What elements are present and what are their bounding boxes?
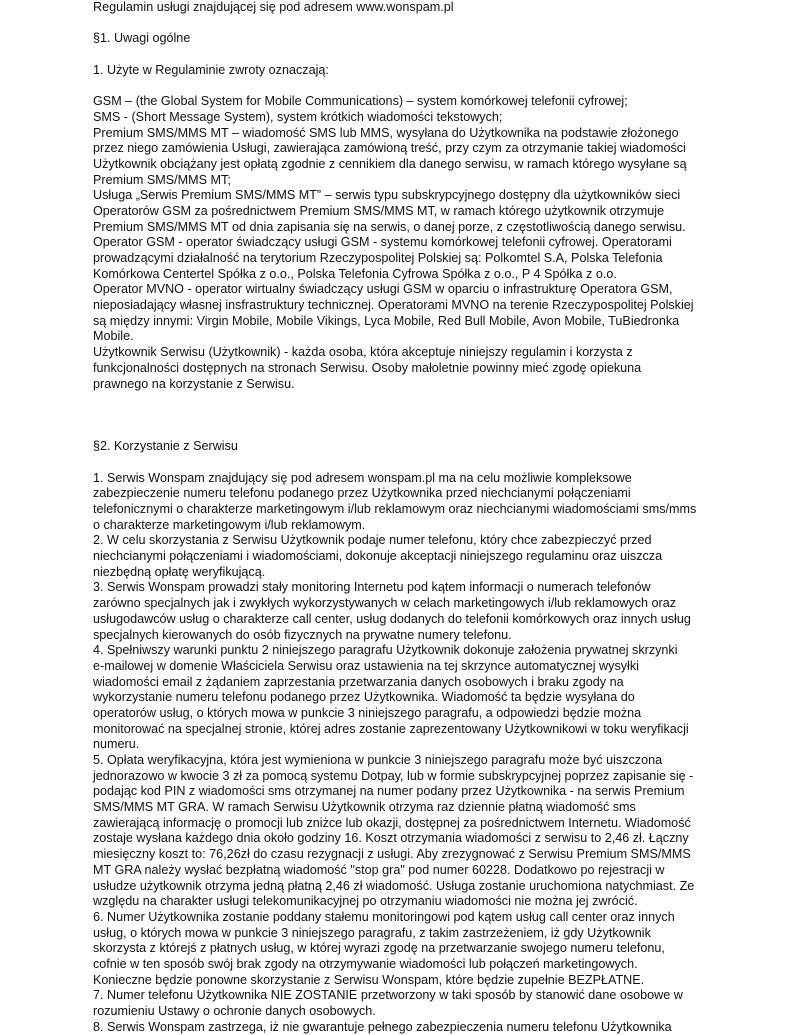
section-1-intro: 1. Użyte w Regulaminie zwroty oznaczają:: [93, 62, 329, 77]
section-2-line: 7. Numer telefonu Użytkownika NIE ZOSTANIE przetworzony w taki sposób by stanowić dane osobowe w: [93, 988, 683, 1003]
section-2-line: podając kod PIN z wiadomości sms otrzymanej na numer podany przez Użytkownika - na serwis Premium: [93, 784, 685, 799]
section-2-line: zabezpieczenie numeru telefonu podanego przez Użytkownika przed niechcianymi połączeniami: [93, 486, 631, 501]
spacer: [93, 47, 705, 63]
section-2-line: 1. Serwis Wonspam znajdujący się pod adresem wonspam.pl ma na celu możliwie kompleksowe: [93, 470, 632, 485]
spacer: [93, 78, 705, 94]
section-2-line: telefonicznymi o charakterze marketingowym i/lub reklamowym oraz niechcianymi wiadomościami sms/mms: [93, 502, 697, 517]
section-1-line: Komórkowa Centertel Spółka z o.o., Polska Telefonia Cyfrowa Spółka z o.o., P 4 Spółka z o.o.: [93, 266, 617, 281]
section-2-line: miesięczny koszt to: 76,26zł do czasu rezygnacji z usługi. Aby zrezygnować z Serwisu Premium SMS/MMS: [93, 847, 691, 862]
section-1-line: Użytkownik Serwisu (Użytkownik) - każda osoba, która akceptuje niniejszy regulamin i korzysta z: [93, 345, 633, 360]
section-2-line: Konieczne będzie ponowne skorzystanie z Serwisu Wonspam, które będzie zupełnie BEZPŁATNE.: [93, 972, 645, 987]
document: [93, 0, 705, 1035]
section-1-line: Operator MVNO - operator wirtualny świadczący usługi GSM w oparciu o infrastrukturę Operatora GSM,: [93, 282, 673, 297]
section-1-line: prawnego na korzystanie z Serwisu.: [93, 376, 295, 391]
section-2-line: niezbędną opłatę weryfikującą.: [93, 564, 266, 579]
section-2-line: 5. Opłata weryfikacyjna, która jest wymieniona w punkcie 3 niniejszego paragrafu może być uiszczona: [93, 753, 663, 768]
section-1-line: przez niego zamówienia Usługi, zawierająca zamówioną treść, przy czym za otrzymanie takiej wiadomości: [93, 141, 686, 156]
spacer: [93, 424, 705, 440]
section-2-line: 4. Spełniwszy warunki punktu 2 niniejszego paragrafu Użytkownik dokonuje założenia prywatnej skrzynki: [93, 643, 678, 658]
section-2-line: niechcianymi połączeniami i wiadomościami, dokonuje akceptacji niniejszego regulaminu oraz uiszcza: [93, 549, 663, 564]
section-2-line: specjalnych kierowanych do osób fizycznych na prywatne numery telefonu.: [93, 627, 512, 642]
section-2-line: cofnie w ten sposób swój brak zgody na otrzymywanie wiadomości lub połączeń marketingowych.: [93, 956, 638, 971]
section-1-line: Usługa „Serwis Premium SMS/MMS MT” – serwis typu subskrypcyjnego dostępny dla użytkowników sieci: [93, 188, 681, 203]
section-1-line: Mobile.: [93, 329, 134, 344]
section-2-line: rozumieniu Ustawy o ochronie danych osobowych.: [93, 1004, 376, 1019]
spacer: [93, 16, 705, 32]
section-2-line: e-mailowej w domenie Właściciela Serwisu oraz ustawienia na tej skrzynce automatycznej wysyłki: [93, 658, 639, 673]
section-2-line: MT GRA należy wysłać bezpłatną wiadomość "stop gra" pod numer 60228. Dodatkowo po rejestracji w: [93, 862, 665, 877]
section-1-definitions: [93, 94, 705, 392]
section-2-body: [93, 471, 705, 1035]
section-2-line: zostaje wysłana każdego dnia około godziny 16. Koszt otrzymania wiadomości z serwisu to 2,46 zł. Łączny: [93, 831, 689, 846]
section-2-line: względu na charakter usługi telekomunikacyjnej po otrzymaniu wiadomości nie można jej zwrócić.: [93, 894, 638, 909]
document-header: Regulamin usługi znajdującej się pod adresem www.wonspam.pl: [93, 0, 454, 14]
section-2-line: usłudze użytkownik otrzyma jedną płatną 2,46 zł wiadomość. Usługa zostanie uruchomiona natychmiast. Ze: [93, 878, 695, 893]
section-2-line: monitorować na specjalnej stronie, której adres zostanie zaprezentowany Użytkownikowi w toku weryfikacji: [93, 721, 689, 736]
section-1-line: Użytkownik obciążany jest opłatą zgodnie z cennikiem dla danego serwisu, w ramach którego wysyłane są: [93, 156, 687, 171]
section-1-line: GSM – (the Global System for Mobile Communications) – system komórkowej telefonii cyfrowej;: [93, 94, 628, 109]
section-2-line: operatorów usług, o których mowa w punkcie 3 niniejszego paragrafu, a odpowiedzi będzie można: [93, 705, 642, 720]
section-1-line: prowadzącymi działalność na terytorium Rzeczypospolitej Polskiej są: Polkomtel S.A, Polska Telefonia: [93, 251, 663, 265]
section-2-line: wykorzystanie numeru telefonu podanego przez Użytkownika. Wiadomość ta będzie wysyłana do: [93, 690, 635, 705]
section-2-line: skorzysta z którejś z płatnych usług, w której wyrazi zgodę na przetwarzanie swojego numeru telefonu,: [93, 941, 665, 956]
section-2-line: SMS/MMS MT GRA. W ramach Serwisu Użytkownik otrzyma raz dziennie płatną wiadomość sms: [93, 800, 636, 815]
section-1-line: SMS - (Short Message System), system krótkich wiadomości tekstowych;: [93, 109, 503, 124]
section-1-line: są między innymi: Virgin Mobile, Mobile Vikings, Lyca Mobile, Red Bull Mobile, Avon Mobile, TuBiedronka: [93, 313, 680, 328]
section-1-line: funkcjonalności dostępnych na stronach Serwisu. Osoby małoletnie powinny mieć zgodę opiekuna: [93, 360, 642, 375]
section-2-line: 2. W celu skorzystania z Serwisu Użytkownik podaje numer telefonu, który chce zabezpieczyć przed: [93, 533, 652, 548]
section-2-line: 3. Serwis Wonspam prowadzi stały monitoring Internetu pod kątem informacji o numerach telefonów: [93, 580, 651, 595]
section-2-line: zawierającą informację o promocji lub zniżce lub okazji, dostępnej za pośrednictwem Internetu. Wiadomość: [93, 815, 691, 830]
section-1-title: §1. Uwagi ogólne: [93, 31, 191, 46]
spacer: [93, 392, 705, 423]
section-2-line: zarówno specjalnych jak i zwykłych wykorzystywanych w celach marketingowych i/lub reklamowych oraz: [93, 596, 677, 611]
section-1-line: Operator GSM - operator świadczący usługi GSM - systemu komórkowej telefonii cyfrowej. Operatorami: [93, 235, 672, 250]
section-1-line: Premium SMS/MMS MT;: [93, 172, 231, 187]
section-2-line: 6. Numer Użytkownika zostanie poddany stałemu monitoringowi pod kątem usług call center oraz innych: [93, 909, 675, 924]
section-1-line: nieposiadający własnej insfrastruktury technicznej. Operatorami MVNO na terenie Rzeczypospolitej Polskiej: [93, 298, 694, 313]
section-1-line: Premium SMS/MMS MT od dnia zapisania się na serwis, o danej porze, z częstotliwością danego serwisu.: [93, 219, 686, 234]
section-2-line: numeru.: [93, 737, 140, 752]
spacer: [93, 455, 705, 471]
section-1-line: Premium SMS/MMS MT – wiadomość SMS lub MMS, wysyłana do Użytkownika na podstawie złożonego: [93, 125, 679, 140]
section-2-line: o charakterze marketingowym i/lub reklamowym.: [93, 517, 366, 532]
section-2-line: 8. Serwis Wonspam zastrzega, iż nie gwarantuje pełnego zabezpieczenia numeru telefonu Użytkownika: [93, 1019, 672, 1034]
section-2-line: jednorazowo w kwocie 3 zł za pomocą systemu Dotpay, lub w formie subskrypcyjnej poprzez zapisanie się -: [93, 768, 694, 783]
section-1-line: Operatorów GSM za pośrednictwem Premium SMS/MMS MT, w ramach którego użytkownik otrzymuje: [93, 203, 665, 218]
section-2-line: usług, o których mowa w punkcie 3 niniejszego paragrafu, z takim zastrzeżeniem, iż gdy Użytkownik: [93, 925, 651, 940]
section-2-line: usługodawców usług o charakterze call center, usług dodanych do telefonii komórkowych oraz innych usług: [93, 611, 691, 626]
section-2-line: wiadomości email z żądaniem zaprzestania przetwarzania danych osobowych i braku zgody na: [93, 674, 624, 689]
section-2-title: §2. Korzystanie z Serwisu: [93, 439, 238, 454]
